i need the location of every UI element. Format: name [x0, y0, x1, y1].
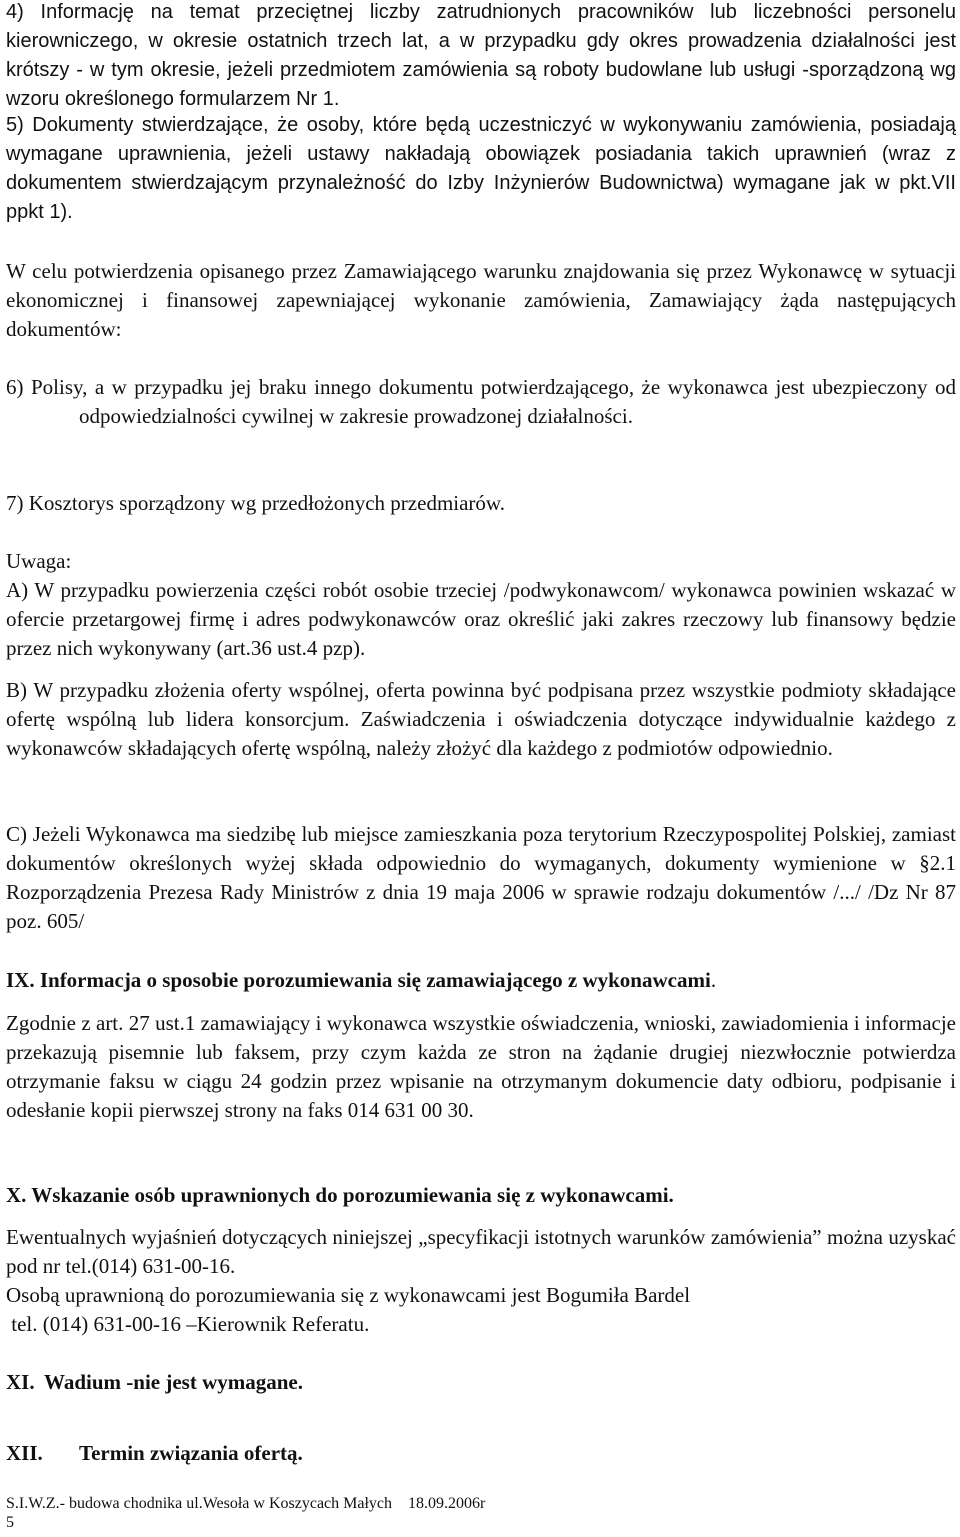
section-xii-title: Termin związania ofertą. — [79, 1441, 303, 1465]
section-xi-heading — [6, 1368, 956, 1397]
section-ix-heading — [6, 966, 956, 995]
item-5-paragraph: 5) Dokumenty stwierdzające, że osoby, które będą uczestniczyć w wykonywaniu zamówienia, posiadają wymagane uprawnienia, jeżeli ustawy nakładają obowiązek posiadania takich uprawnień (wraz z dokumentem stwierdzającym przynależność do Izby Inżynierów Budownictwa) wymagane jak w pkt.VII ppkt 1). — [6, 114, 956, 223]
section-xii-heading — [6, 1439, 956, 1468]
section-xii-number: XII. — [6, 1441, 43, 1465]
item-6-paragraph — [6, 373, 956, 431]
page-number: 5 — [6, 1514, 14, 1531]
page-footer — [6, 1494, 485, 1532]
section-x-phone: tel. (014) 631-00-16 –Kierownik Referatu. — [6, 1312, 370, 1336]
section-x-contact: Osobą uprawnioną do porozumiewania się z wykonawcami jest Bogumiła Bardel — [6, 1283, 691, 1307]
economic-condition-intro: W celu potwierdzenia opisanego przez Zamawiającego warunku znajdowania się przez Wykonawcę w sytuacji ekonomicznej i finansowej zapewniającej wykonanie zamówienia, Zamawiający żąda następujących dokumentów: — [6, 259, 956, 341]
item-6-text: 6) Polisy, a w przypadku jej braku innego dokumentu potwierdzającego, że wykonawca jest ubezpieczony od odpowiedzialności cywilnej w zakresie prowadzonej działalności. — [6, 375, 956, 428]
section-xi-number: XI. — [6, 1370, 35, 1394]
uwaga-b-paragraph: B) W przypadku złożenia oferty wspólnej, oferta powinna być podpisana przez wszystkie podmioty składające ofertę wspólną lub lidera konsorcjum. Zaświadczenia i oświadczenia dotyczące indywidualnie każdego z wykonawców składających ofertę wspólną, należy złożyć dla każdego z podmiotów odpowiednio. — [6, 678, 956, 760]
section-ix-dot: . — [710, 968, 717, 992]
footer-text: S.I.W.Z.- budowa chodnika ul.Wesoła w Koszycach Małych 18.09.2006r — [6, 1495, 486, 1512]
uwaga-label: Uwaga: — [6, 549, 72, 573]
uwaga-c-paragraph: C) Jeżeli Wykonawca ma siedzibę lub miejsce zamieszkania poza terytorium Rzeczypospolitej Polskiej, zamiast dokumentów określonych wyżej składa odpowiednio do wymaganych, dokumenty wymienione w §2.1 Rozporządzenia Prezesa Rady Ministrów z dnia 19 maja 2006 w sprawie rodzaju dokumentów /.../ /Dz Nr 87 poz. 605/ — [6, 822, 956, 933]
section-ix-title: IX. Informacja o sposobie porozumiewania się zamawiającego z wykonawcami — [6, 968, 711, 992]
item-7-paragraph: 7) Kosztorys sporządzony wg przedłożonych przedmiarów. — [6, 491, 505, 515]
section-xi-title: Wadium -nie jest wymagane. — [44, 1370, 303, 1394]
uwaga-a-paragraph: A) W przypadku powierzenia części robót osobie trzeciej /podwykonawcom/ wykonawca powinien wskazać w ofercie przetargowej firmę i adres podwykonawców oraz określić jaki zakres rzeczowy lub finansowy będzie przez nich wykonywany (art.36 ust.4 pzp). — [6, 578, 956, 660]
item-4-paragraph: 4) Informację na temat przeciętnej liczby zatrudnionych pracowników lub liczebności personelu kierowniczego, w okresie ostatnich trzech lat, a w przypadku gdy okres prowadzenia działalności jest krótszy - w tym okresie, jeżeli przedmiotem zamówienia są roboty budowlane lub usługi -sporządzoną wg wzoru określonego formularzem Nr 1. — [6, 1, 956, 110]
section-x-body: Ewentualnych wyjaśnień dotyczących niniejszej „specyfikacji istotnych warunków zamówienia” można uzyskać pod nr tel.(014) 631-00-16. — [6, 1225, 956, 1278]
section-ix-body: Zgodnie z art. 27 ust.1 zamawiający i wykonawca wszystkie oświadczenia, wnioski, zawiadomienia i informacje przekazują pisemnie lub faksem, przy czym każda ze stron na żądanie drugiej niezwłocznie potwierdza otrzymanie faksu w ciągu 24 godzin przez wpisanie na otrzymanym dokumencie daty odbioru, podpisanie i odesłanie kopii pierwszej strony na faks 014 631 00 30. — [6, 1011, 956, 1122]
section-x-heading: X. Wskazanie osób uprawnionych do porozumiewania się z wykonawcami. — [6, 1183, 674, 1207]
